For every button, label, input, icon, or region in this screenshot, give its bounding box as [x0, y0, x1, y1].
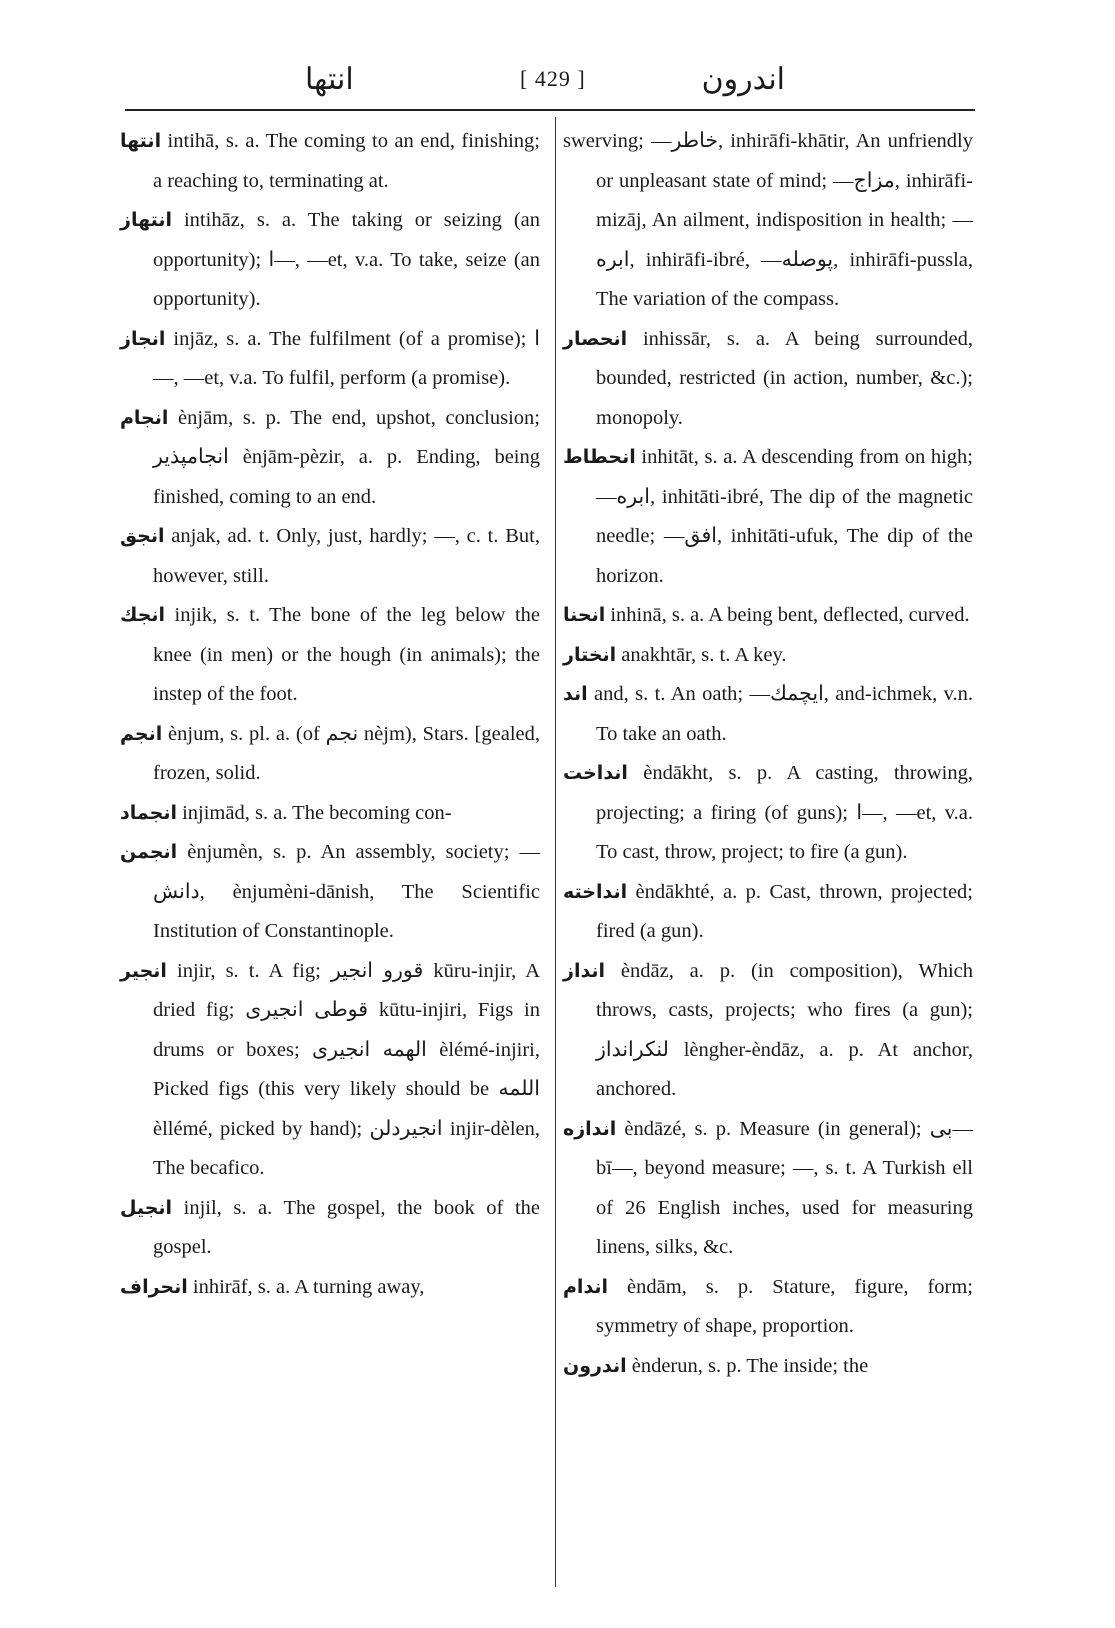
- entry-text: injimād, s. a. The becoming con-: [176, 801, 452, 824]
- arabic-headword: انتهاز: [120, 209, 173, 231]
- arabic-headword: انجیل: [120, 1196, 173, 1219]
- entry: [563, 596, 973, 636]
- arabic-headword: انجق: [120, 525, 165, 547]
- arabic-headword: انجك: [120, 604, 166, 626]
- arabic-headword: انحصار: [563, 327, 628, 350]
- arabic-headword: انداز: [563, 959, 606, 982]
- arabic-headword: انحطاط: [563, 446, 636, 468]
- entry-text: èndām, s. p. Stature, figure, form; symmetry of shape, proportion.: [596, 1275, 973, 1337]
- entry-text: intihāz, s. a. The taking or seizing (an opportunity); ا—, —et, v.a. To take, seize (an opportunity).: [153, 209, 540, 310]
- entry: [120, 517, 540, 596]
- entry: [120, 952, 540, 1189]
- arabic-headword: انجیر: [120, 959, 167, 982]
- entry: [120, 1189, 540, 1268]
- entry: [120, 320, 540, 399]
- arabic-headword: انجام: [120, 406, 169, 429]
- left-column: [120, 122, 540, 1307]
- arabic-headword: انجماد: [120, 801, 177, 824]
- entry: [563, 320, 973, 439]
- entry: [563, 1347, 973, 1387]
- column-divider: [555, 117, 556, 1587]
- entry: [563, 1110, 973, 1268]
- entry-text: èndāz, a. p. (in composition), Which throws, casts, projects; who fires (a gun); لنکرانداز lèngher-èndāz, a. p. At anchor, anchored.: [596, 959, 973, 1100]
- entry-text: ènjām, s. p. The end, upshot, conclusion; انجامپذیر ènjām-pèzir, a. p. Ending, being finished, coming to an end.: [153, 406, 540, 508]
- arabic-headword: انجم: [120, 722, 163, 745]
- arabic-headword: اندازه: [563, 1117, 617, 1140]
- arabic-headword: انجاز: [120, 327, 166, 350]
- page-header: [125, 62, 975, 108]
- entry-text: ènjumèn, s. p. An assembly, society; —دانش, ènjumèni-dānish, The Scientific Institution of Constantinople.: [153, 841, 540, 942]
- header-right-word: اندرون: [701, 63, 785, 96]
- entry: [563, 438, 973, 596]
- entry-text: ènjum, s. pl. a. (of نجم nèjm), Stars. [gealed, frozen, solid.: [153, 722, 540, 784]
- entry: [563, 675, 973, 754]
- entry-text: èndākht, s. p. A casting, throwing, projecting; a firing (of guns); ا—, —et, v.a. To cast, throw, project; to fire (a gun).: [596, 762, 974, 863]
- arabic-headword: انختار: [563, 643, 617, 666]
- entry-text: injil, s. a. The gospel, the book of the gospel.: [153, 1196, 540, 1258]
- page-number: [ 429 ]: [520, 66, 586, 91]
- entry: [120, 833, 540, 952]
- arabic-headword: اندام: [563, 1275, 609, 1298]
- entry: [120, 122, 540, 201]
- entry: [563, 754, 973, 873]
- entry-text: intihā, s. a. The coming to an end, finishing; a reaching to, terminating at.: [153, 130, 540, 192]
- entry: [120, 794, 540, 834]
- entry: [120, 201, 540, 320]
- entry: [120, 1268, 540, 1308]
- entry-text: anjak, ad. t. Only, just, hardly; —, c. t. But, however, still.: [153, 525, 540, 587]
- header-left-word: انتها: [305, 63, 354, 96]
- entry: [563, 952, 973, 1110]
- entry-text: swerving; —خاطر, inhirāfi-khātir, An unfriendly or unpleasant state of mind; —مزاج, inhirāfi-mizāj, An ailment, indisposition in health; —ابره, inhirāfi-ibré, —پوصله, inhirāfi-pussla, The variation of the compass.: [563, 130, 973, 310]
- entry-text: inhissār, s. a. A being surrounded, bounded, restricted (in action, number, &c.); monopoly.: [596, 327, 973, 429]
- arabic-headword: انحراف: [120, 1275, 188, 1298]
- entry-text: èndākhté, a. p. Cast, thrown, projected; fired (a gun).: [596, 880, 973, 942]
- arabic-headword: اند: [563, 683, 588, 705]
- entry: [563, 122, 973, 320]
- entry-text: injir, s. t. A fig; قورو انجیر kūru-injir, A dried fig; قوطی انجیری kūtu-injiri, Figs in drums or boxes; الهمه انجیری èlémé-injiri, Picked figs (this very likely should be اللمه èllémé, picked by hand); انجیردلن injir-dèlen, The becafico.: [153, 959, 541, 1179]
- entry-text: inhitāt, s. a. A descending from on high; —ابره, inhitāti-ibré, The dip of the magnetic needle; —افق, inhitāti-ufuk, The dip of the horizon.: [596, 446, 973, 587]
- arabic-headword: انتها: [120, 130, 162, 152]
- entry-text: inhirāf, s. a. A turning away,: [187, 1275, 425, 1298]
- entry-text: injāz, s. a. The fulfilment (of a promise); ا—, —et, v.a. To fulfil, perform (a promise).: [153, 327, 540, 389]
- entry-text: injik, s. t. The bone of the leg below the knee (in men) or the hough (in animals); the instep of the foot.: [153, 604, 540, 705]
- entry: [120, 399, 540, 518]
- entry-text: inhinā, s. a. A being bent, deflected, curved.: [605, 604, 970, 626]
- entry: [120, 596, 540, 715]
- entry: [563, 873, 973, 952]
- entry-text: anakhtār, s. t. A key.: [616, 643, 787, 666]
- arabic-headword: اندرون: [563, 1354, 627, 1377]
- entry-text: and, s. t. An oath; —ایچمك, and-ichmek, v.n. To take an oath.: [587, 683, 974, 745]
- arabic-headword: انداخت: [563, 762, 628, 784]
- entry: [120, 715, 540, 794]
- arabic-headword: انداخته: [563, 880, 628, 903]
- entry: [563, 1268, 973, 1347]
- arabic-headword: انجمن: [120, 841, 178, 863]
- entry-text: ènderun, s. p. The inside; the: [626, 1354, 869, 1377]
- entry: [563, 636, 973, 676]
- right-column: [563, 122, 973, 1386]
- arabic-headword: انحنا: [563, 604, 606, 626]
- header-rule: [125, 109, 975, 111]
- entry-text: èndāzé, s. p. Measure (in general); بی— bī—, beyond measure; —, s. t. A Turkish ell of 26 English inches, used for measuring linens, silks, &c.: [596, 1117, 973, 1258]
